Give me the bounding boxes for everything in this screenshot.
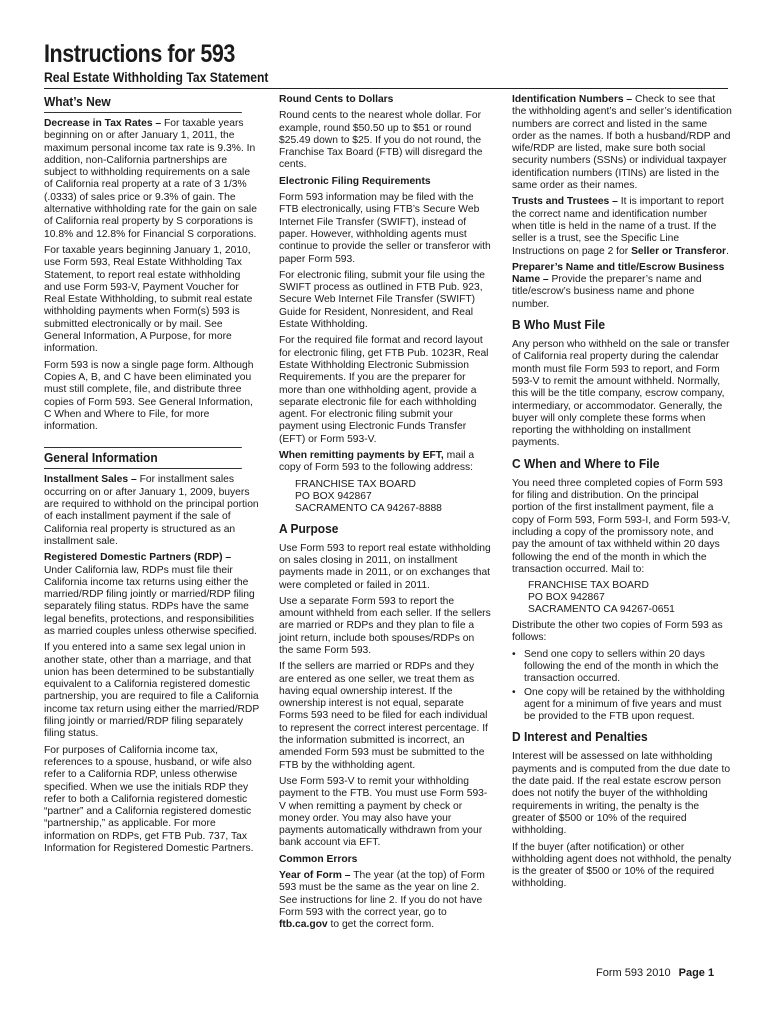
footer-form-label: Form 593 2010 bbox=[596, 967, 671, 979]
year-of-form-lead: Year of Form – bbox=[279, 870, 351, 882]
address-line: FRANCHISE TAX BOARD bbox=[528, 580, 649, 592]
eft-address bbox=[295, 479, 491, 515]
when-where-text: You need three completed copies of Form 593 for filing and distribution. On the principal portion of the first installment payment, file a copy of Form 593, Form 593-I, and Form 593-V, including a copy of the promissory note, and pay the amount of tax withheld within 20 days following the end of the month in which the transaction occurred. Mail to: bbox=[512, 477, 731, 575]
year-of-form-tail: to get the correct form. bbox=[327, 919, 435, 931]
eft-text: mail a copy of Form 593 to the following address: bbox=[279, 450, 475, 474]
trusts-paragraph bbox=[512, 196, 732, 257]
installment-text: For installment sales occurring on or after January 1, 2009, buyers are required to withhold on the principal portion of each installment payment if the sale of California real property is structured as an installment sale. bbox=[44, 474, 259, 547]
id-numbers-paragraph bbox=[512, 94, 732, 192]
installment-paragraph bbox=[44, 474, 259, 548]
trusts-bold: Seller or Transferor bbox=[631, 245, 727, 257]
interest-penalties-heading: D Interest and Penalties bbox=[512, 729, 648, 745]
efile-paragraph-2: For electronic filing, submit your file using the SWIFT process as outlined in FTB Pub. 923, Secure Web Internet File Transfer (SWIFT) Guide for Resident, Nonresident, and Real Estate Withholding. bbox=[279, 269, 486, 331]
eft-paragraph bbox=[279, 450, 491, 475]
whats-new-heading: What’s New bbox=[44, 94, 242, 113]
column-middle bbox=[279, 94, 491, 936]
id-numbers-text: Check to see that the withholding agent’s and seller’s identification numbers are correct and listed in the same order as the names. If both a husband/RDP and wife/RDP are listed, make sure both social security numbers (SSNs) or individual taxpayer identification numbers (ITINs) are listed in the same order as their names. bbox=[512, 94, 732, 192]
round-cents-text: Round cents to the nearest whole dollar. For example, round $50.50 up to $51 or round $25.49 down to $25. If you do not round, the Franchise Tax Board (FTB) will disregard the cents. bbox=[279, 110, 483, 171]
preparer-text: Provide the preparer’s name and title/escrow’s business name and phone number. bbox=[512, 274, 702, 310]
general-info-heading: General Information bbox=[44, 447, 242, 469]
efile-paragraph-1: Form 593 information may be filed with the FTB electronically, using FTB’s Secure Web Internet File Transfer (SWIFT), instead of paper. However, withholding agents must continue to provide the seller or transferor with paper Form 593. bbox=[279, 192, 491, 265]
page-number: Page 1 bbox=[678, 967, 715, 979]
address-line: FRANCHISE TAX BOARD bbox=[295, 478, 416, 490]
purpose-paragraph-1: Use Form 593 to report real estate withholding on sales closing in 2011, on installment payments made in 2011, or on exchanges that were completed or failed in 2011. bbox=[279, 542, 491, 591]
address-line: PO BOX 942867 bbox=[295, 490, 372, 502]
common-errors-heading: Common Errors bbox=[279, 853, 358, 865]
round-cents-heading: Round Cents to Dollars bbox=[279, 94, 394, 105]
list-item: • Send one copy to sellers within 20 days following the end of the month in which the transaction occurred. bbox=[512, 649, 732, 686]
rdp-text: Under California law, RDPs must file their California income tax returns using either the married/RDP filing jointly or married/RDP filing separately filing status. RDPs have the same legal benefits, protections, and responsibilities as married couples unless otherwise specified. bbox=[44, 564, 257, 637]
column-right bbox=[512, 94, 732, 895]
address-line: PO BOX 942867 bbox=[528, 592, 605, 604]
distribute-text: Distribute the other two copies of Form 593 as follows: bbox=[512, 620, 723, 644]
year-of-form-paragraph bbox=[279, 870, 491, 931]
installment-lead: Installment Sales – bbox=[44, 474, 137, 486]
form-593-paragraph: For taxable years beginning January 1, 2010, use Form 593, Real Estate Withholding Tax Statement, to report real estate withholding and use Form 593-V, Payment Voucher for Real Estate Withholding, to submit real estate withholding payments when Form(s) 593 is submitted electronically or by mail. See General Information, A Purpose, for more information. bbox=[44, 244, 253, 355]
trusts-tail: . bbox=[726, 245, 729, 257]
address-line: SACRAMENTO CA 94267-0651 bbox=[528, 604, 675, 616]
tax-rates-lead: Decrease in Tax Rates – bbox=[44, 118, 162, 129]
interest-paragraph-2: If the buyer (after notification) or other withholding agent does not withhold, the penalty is the greater of $500 or 10% of the required withholding. bbox=[512, 841, 732, 890]
single-page-paragraph: Form 593 is now a single page form. Although Copies A, B, and C have been eliminated you must still complete, file, and distribute three copies of Form 593. See General Information, C When and Where to File, for more information. bbox=[44, 359, 254, 433]
trusts-lead: Trusts and Trustees – bbox=[512, 196, 618, 208]
who-must-file-text: Any person who withheld on the sale or transfer of California real property during the calendar month must file Form 593 to report, and Form 593-V to remit the amount withheld. Normally, this will be the title company, escrow company, intermediary, or accommodator. Generally, the buyer will only complete these forms when reporting the withholding on installment payments. bbox=[512, 339, 730, 449]
ftb-website-link[interactable]: ftb.ca.gov bbox=[279, 919, 328, 931]
title-rule bbox=[44, 88, 728, 89]
preparer-paragraph bbox=[512, 262, 732, 311]
purpose-paragraph-3: If the sellers are married or RDPs and they are entered as one seller, we treat them as having equal ownership interest. If the ownership interest is not equal, separate Forms 593 need to be filed for each individual to represent the correct interest percentage. If the information submitted is incorrect, an amended Form 593 must be submitted to the FTB by the withholding agent. bbox=[279, 661, 488, 771]
purpose-paragraph-2: Use a separate Form 593 to report the amount withheld from each seller. If the sellers are married or RDPs and they plan to file a joint return, include both spouses/RDPs on the same Form 593. bbox=[279, 595, 491, 656]
trusts-text: It is important to report the correct name and identification number when title is held in the name of a trust. If the seller is a trust, see the Specific Line Instructions on page 2 for bbox=[512, 196, 724, 257]
efile-heading: Electronic Filing Requirements bbox=[279, 175, 431, 187]
when-where-heading: C When and Where to File bbox=[512, 455, 660, 471]
rdp-paragraph bbox=[44, 552, 259, 638]
efile-paragraph-3: For the required file format and record layout for electronic filing, get FTB Pub. 1023R, Real Estate Withholding Electronic Submission Requirements. If you are the preparer for more than one withholding agent, provide a separate electronic file for each withholding agent. For electronic filing submit your payment using Electronic Funds Transfer (EFT) or Form 593-V. bbox=[279, 335, 489, 445]
page-title: Instructions for 593 bbox=[44, 40, 235, 68]
id-numbers-lead: Identification Numbers – bbox=[512, 94, 633, 105]
page-footer bbox=[596, 967, 714, 979]
column-left bbox=[44, 94, 259, 859]
distribution-list bbox=[512, 649, 732, 724]
tax-rates-text: For taxable years beginning on or after January 1, 2011, the maximum personal income tax rate is 9.3%. In addition, non-California partnerships are subject to withholding requirements on a sale of California real property at a rate of 3 1/3% (.0333) of sales price or 9.3% of gain. The alternative withholding rate for the gain on sale of California real property by S corporations is 10.8% and 12.8% for Financial S corporations. bbox=[44, 118, 257, 240]
list-item: • One copy will be retained by the withholding agent for a minimum of five years and must be provided to the FTB upon request. bbox=[512, 687, 732, 724]
rdp-lead: Registered Domestic Partners (RDP) – bbox=[44, 552, 232, 564]
purpose-paragraph-4: Use Form 593-V to remit your withholding payment to the FTB. You must use Form 593-V when remitting a payment by check or money order. You may also have your payments automatically withdrawn from your bank account via EFT. bbox=[279, 775, 488, 849]
interest-paragraph-1: Interest will be assessed on late withholding payments and is computed from the due date to the date paid. If the real estate escrow person does not notify the buyer of the withholding requirements in writing, the penalty is the greater of $500 or 10% of the required withholding. bbox=[512, 751, 731, 837]
eft-lead: When remitting payments by EFT, bbox=[279, 450, 444, 462]
who-must-file-heading: B Who Must File bbox=[512, 317, 606, 333]
mail-address bbox=[528, 580, 732, 616]
tax-rates-paragraph bbox=[44, 118, 259, 241]
page-subtitle: Real Estate Withholding Tax Statement bbox=[44, 70, 269, 85]
year-of-form-text: The year (at the top) of Form 593 must be the same as the year on line 2. See instructions for line 2. If you do not have Form 593 with the correct year, go to bbox=[279, 870, 485, 918]
purpose-heading: A Purpose bbox=[279, 520, 339, 536]
same-sex-paragraph: If you entered into a same sex legal union in another state, other than a marriage, and that union has been determined to be substantially equivalent to a California registered domestic partnership, you are required to file a California income tax return using either the married/RDP filing jointly or married/RDP filing separately filing status. bbox=[44, 642, 259, 740]
address-line: SACRAMENTO CA 94267-8888 bbox=[295, 502, 442, 514]
purposes-paragraph: For purposes of California income tax, references to a spouse, husband, or wife also refer to a California RDP, unless otherwise specified. When we use the initials RDP they refer to both a California registered domestic “partner” and a California registered domestic “partnership,” as applicable. For more information on RDPs, get FTB Pub. 737, Tax Information for Registered Domestic Partners. bbox=[44, 744, 254, 855]
preparer-lead: Preparer’s Name and title/Escrow Business Name – bbox=[512, 261, 725, 286]
